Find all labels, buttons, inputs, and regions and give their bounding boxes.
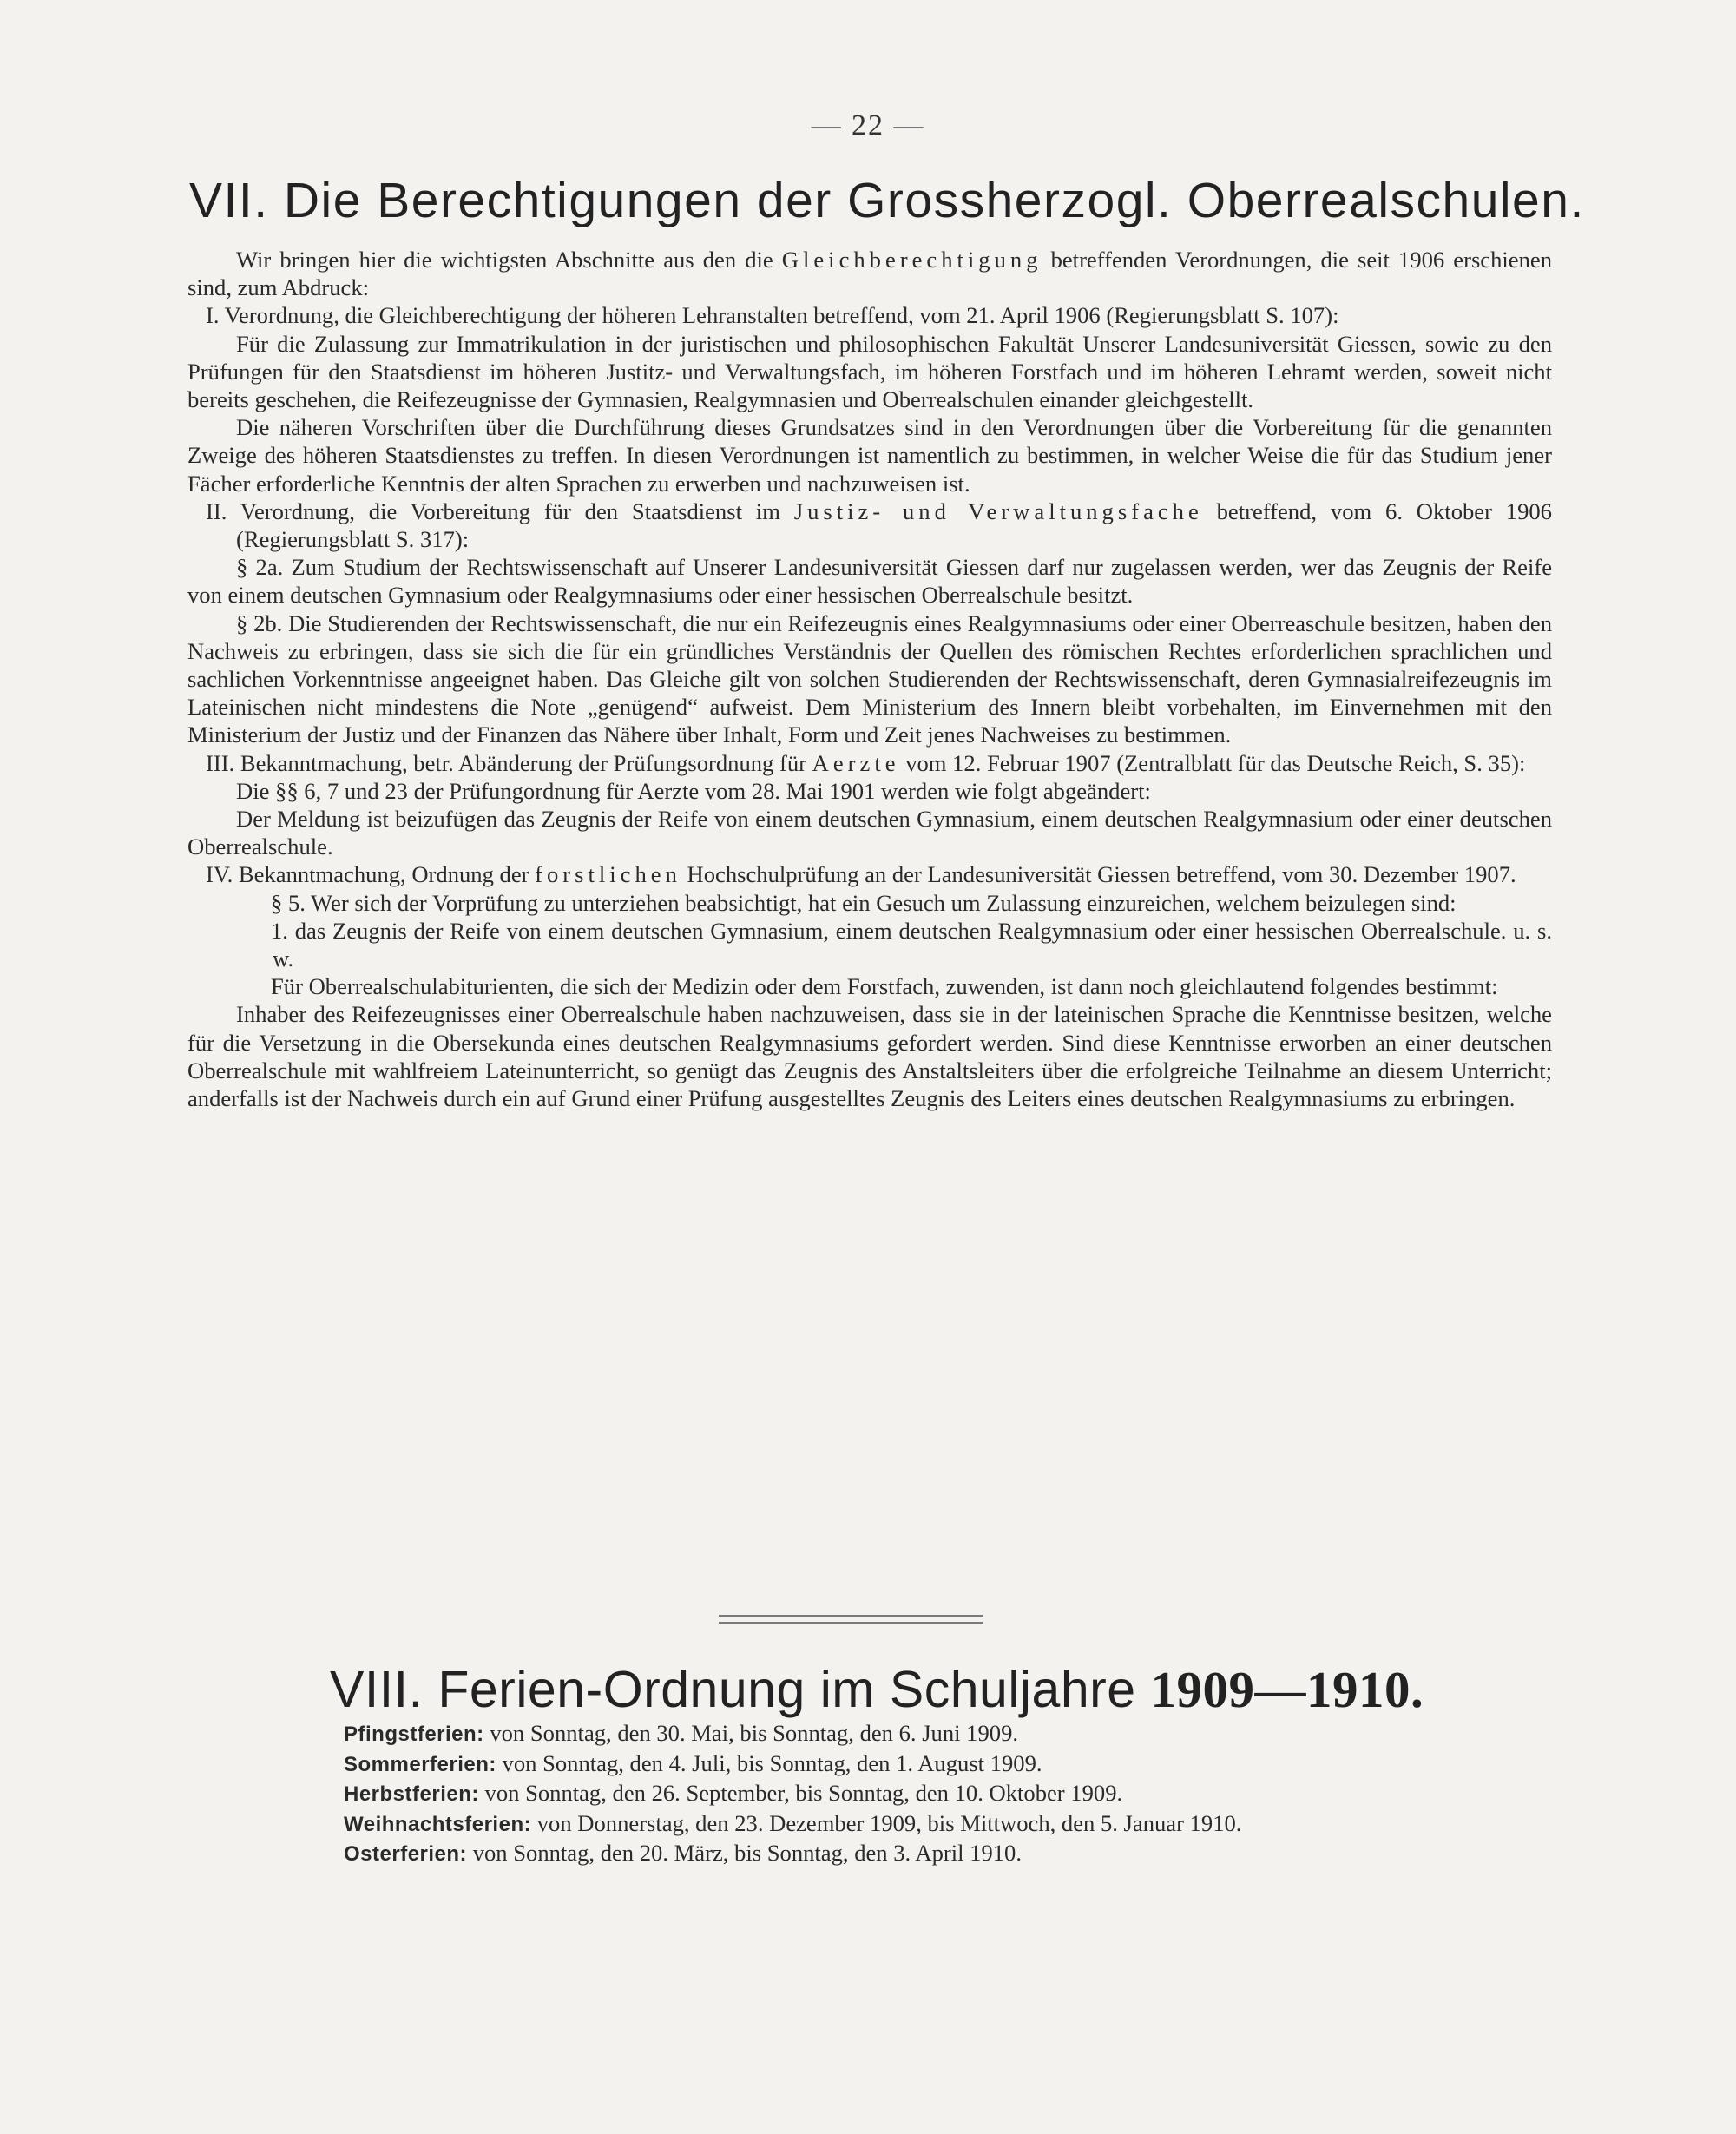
announcement-iv-text-c: Hochschulprüfung an der Landesuniversität Giessen betreffend, vom 30. Dezember 1907. xyxy=(681,861,1516,888)
section-viii-title-year: 1909—1910. xyxy=(1150,1661,1424,1718)
holiday-dates: von Sonntag, den 4. Juli, bis Sonntag, den 1. August 1909. xyxy=(496,1749,1042,1776)
abiturienten-note: Für Oberrealschulabiturienten, die sich der Medizin oder dem Forstfach, zuwenden, ist dann noch gleichlautend folgendes bestimmt: xyxy=(271,973,1498,1000)
intro-text-c: betreffenden Verordnungen, die seit 1906 erschienen sind, zum Abdruck: xyxy=(187,247,1552,301)
holiday-row xyxy=(344,1839,1576,1869)
announcement-iv xyxy=(187,860,1552,888)
holiday-label: Weihnachtsferien: xyxy=(344,1812,532,1836)
paragraph-5: § 5. Wer sich der Vorprüfung zu unterziehen beabsichtigt, hat ein Gesuch um Zulassung einzureichen, welchem beizulegen sind: xyxy=(271,889,1457,916)
holiday-label: Sommerferien: xyxy=(344,1752,496,1776)
announcement-iii xyxy=(187,749,1552,777)
holiday-dates: von Donnerstag, den 23. Dezember 1909, bis Mittwoch, den 5. Januar 1910. xyxy=(531,1809,1242,1836)
announcement-iii-emphasis: Aerzte xyxy=(812,749,900,776)
ordinance-ii xyxy=(187,497,1552,553)
holiday-row xyxy=(344,1719,1576,1749)
ordinance-ii-emphasis: Justiz- und Verwaltungsfache xyxy=(793,497,1203,524)
intro-paragraph xyxy=(187,246,1552,301)
holiday-row xyxy=(344,1809,1576,1840)
holiday-dates: von Sonntag, den 20. März, bis Sonntag, den 3. April 1910. xyxy=(467,1840,1022,1866)
latin-requirement: Inhaber des Reifezeugnisses einer Oberrealschule haben nachzuweisen, dass sie in der lateinischen Sprache die Kenntnisse besitzen, welche für die Versetzung in die Obersekunda eines deutschen Realgymnasiums gefordert werden. Sind diese Kenntnisse erworben an einer deutschen Oberrealschule mit wahlfreiem Lateinunterricht, so genügt das Zeugnis des Anstaltsleiters über die erfolgreiche Teilnahme an diesem Unterricht; anderfalls ist der Nachweis durch ein auf Grund einer Prüfung ausgestelltes Zeugnis des Leiters eines deutschen Realgymnasiums zu erbringen. xyxy=(187,1001,1552,1112)
paragraph-2b: § 2b. Die Studierenden der Rechtswissenschaft, die nur ein Reifezeugnis eines Realgymnasiums oder einer Oberreaschule besitzen, haben den Nachweis zu erbringen, dass sie sich die für ein gründliches Verständnis der Quellen des römischen Rechtes erforderlichen sprachlichen und sachlichen Vorkenntnisse angeeignet haben. Das Gleiche gilt von solchen Studierenden der Rechtswissenschaft, deren Gymnasialreifezeugnis im Lateinischen nicht mindestens die Note „genügend“ aufweist. Dem Ministerium des Innern bleibt vorbehalten, im Einvernehmen mit den Ministerium der Justiz und der Finanzen das Nähere über Inhalt, Form und Zeit jenes Nachweises zu bestimmen. xyxy=(187,609,1552,748)
section-viii-title xyxy=(330,1660,1701,1720)
ordinance-ii-text-a: II. Verordnung, die Vorbereitung für den Staatsdienst im xyxy=(206,497,794,524)
ordinance-i: I. Verordnung, die Gleichberechtigung der höheren Lehranstalten betreffend, vom 21. April 1906 (Regierungsblatt S. 107): xyxy=(206,302,1339,329)
holiday-label: Osterferien: xyxy=(344,1842,468,1866)
holiday-schedule xyxy=(344,1719,1576,1869)
section-divider xyxy=(719,1615,983,1624)
announcement-iv-emphasis: forstlichen xyxy=(535,861,681,888)
section-vii-body xyxy=(187,246,1552,1112)
ordinance-i-text-2: Die näheren Vorschriften über die Durchführung dieses Grundsatzes sind in den Verordnungen über die Vorbereitung für die genannten Zweige des höheren Staatsdienstes zu treffen. In diesen Verordnungen ist namentlich zu bestimmen, in welcher Weise die für das Studium jener Fächer erforderliche Kenntnis der alten Sprachen zu erwerben und nachzuweisen ist. xyxy=(187,414,1552,497)
announcement-iii-text-a: III. Bekanntmachung, betr. Abänderung der Prüfungsordnung für xyxy=(206,749,812,776)
holiday-row xyxy=(344,1749,1576,1780)
announcement-iii-text-c: vom 12. Februar 1907 (Zentralblatt für das Deutsche Reich, S. 35): xyxy=(899,749,1526,776)
announcement-iv-text-a: IV. Bekanntmachung, Ordnung der xyxy=(206,861,536,888)
intro-emphasis: Gleichberechtigung xyxy=(781,247,1042,273)
holiday-label: Herbstferien: xyxy=(344,1782,479,1806)
paragraph-2a: § 2a. Zum Studium der Rechtswissenschaft auf Unserer Landesuniversität Giessen darf nur zugelassen werden, wer das Zeugnis der Reife von einem deutschen Gymnasium oder Realgymnasiums oder einer hessischen Oberrealschule besitzt. xyxy=(187,554,1552,609)
page-number: — 22 — xyxy=(811,109,925,142)
holiday-label: Pfingstferien: xyxy=(344,1722,484,1746)
intro-text-a: Wir bringen hier die wichtigsten Abschnitte aus den die xyxy=(236,247,782,273)
holiday-dates: von Sonntag, den 30. Mai, bis Sonntag, den 6. Juni 1909. xyxy=(483,1720,1019,1746)
ordinance-i-text-1: Für die Zulassung zur Immatrikulation in der juristischen und philosophischen Fakultät Unserer Landesuniversität Giessen, sowie zu den Prüfungen für den Staatsdienst im höheren Justitz- und Verwaltungsfach, im höheren Forstfach und im höheren Lehramt werden, soweit nicht bereits geschehen, die Reifezeugnisse der Gymnasien, Realgymnasien und Oberrealschulen einander gleichgestellt. xyxy=(187,330,1552,413)
section-vii-title: VII. Die Berechtigungen der Grossherzogl. Oberrealschulen. xyxy=(189,173,1585,228)
paragraph-5-item-1: 1. das Zeugnis der Reife von einem deutschen Gymnasium, einem deutschen Realgymnasium oder einer hessischen Oberrealschule. u. s. w. xyxy=(271,917,1552,972)
ordinance-ii-text-c: betreffend, vom 6. Oktober 1906 (Regierungsblatt S. 317): xyxy=(236,497,1552,553)
announcement-iii-text-2: Der Meldung ist beizufügen das Zeugnis der Reife von einem deutschen Gymnasium, einem deutschen Realgymnasium oder einer deutschen Oberrealschule. xyxy=(187,806,1552,860)
section-viii-title-text: VIII. Ferien-Ordnung im Schuljahre xyxy=(330,1661,1151,1718)
holiday-dates: von Sonntag, den 26. September, bis Sonntag, den 10. Oktober 1909. xyxy=(478,1780,1123,1806)
announcement-iii-text-1: Die §§ 6, 7 und 23 der Prüfungordnung für Aerzte vom 28. Mai 1901 werden wie folgt abgeändert: xyxy=(236,777,1151,804)
holiday-row xyxy=(344,1779,1576,1809)
